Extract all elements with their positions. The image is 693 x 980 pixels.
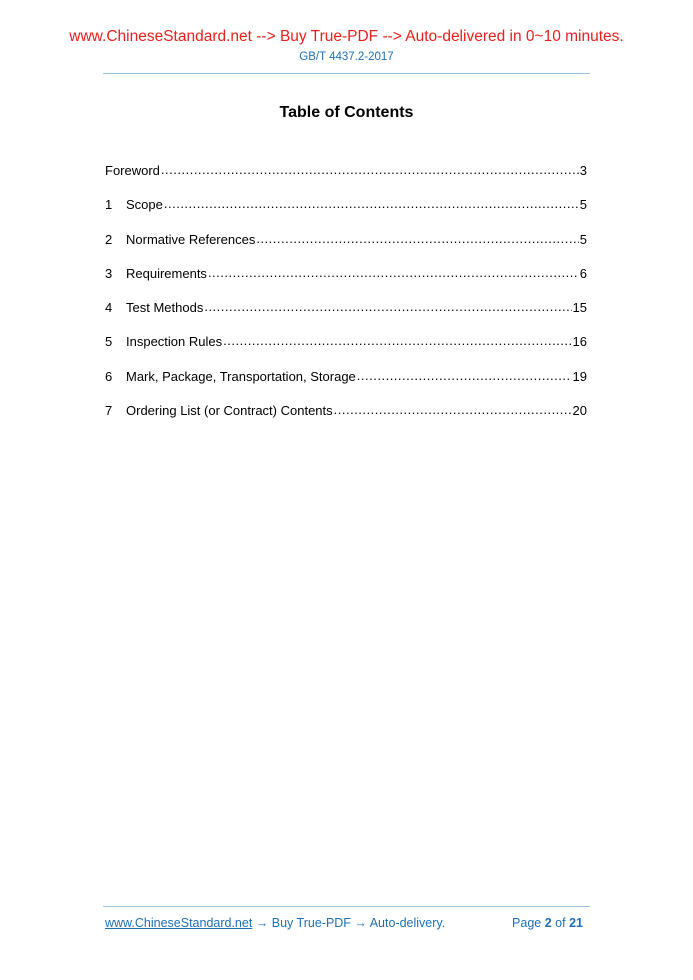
header-divider <box>103 73 590 74</box>
toc-entry-page: 19 <box>572 368 587 384</box>
page-of-label: of <box>555 916 566 930</box>
dot-leader <box>204 299 571 312</box>
toc-entry-label: Normative References <box>126 231 256 247</box>
toc-entry-number: 5 <box>105 334 113 350</box>
toc-entry-number: 4 <box>105 300 113 316</box>
toc-entry-page: 5 <box>579 231 587 247</box>
dot-leader <box>357 368 572 381</box>
toc-entry-label: Inspection Rules <box>126 334 223 350</box>
total-pages-number: 21 <box>569 916 583 930</box>
toc-entry-requirements[interactable] <box>105 265 587 299</box>
footer-divider <box>103 906 590 907</box>
table-of-contents <box>105 162 587 436</box>
footer-tagline: → Buy True-PDF → Auto-delivery. <box>252 916 446 930</box>
dot-leader <box>223 333 571 346</box>
toc-entry-inspection-rules[interactable] <box>105 333 587 367</box>
toc-entry-normative-references[interactable] <box>105 231 587 265</box>
footer-left <box>105 916 445 930</box>
dot-leader <box>164 196 579 209</box>
toc-entry-scope[interactable] <box>105 196 587 230</box>
site-banner: www.ChineseStandard.net --> Buy True-PDF --> Auto-delivered in 0~10 minutes. <box>69 28 624 45</box>
toc-entry-label: Scope <box>126 197 163 213</box>
page-footer <box>105 916 583 930</box>
page-indicator <box>512 916 583 930</box>
current-page-number: 2 <box>544 916 552 930</box>
toc-entry-number: 3 <box>105 265 113 281</box>
toc-entry-number: 7 <box>105 403 113 419</box>
toc-entry-page: 5 <box>579 197 587 213</box>
dot-leader <box>208 265 579 278</box>
toc-entry-label: Mark, Package, Transportation, Storage <box>126 368 356 384</box>
toc-entry-page: 6 <box>579 265 587 281</box>
standard-code: GB/T 4437.2-2017 <box>299 51 394 63</box>
toc-entry-foreword[interactable] <box>105 162 587 196</box>
toc-entry-page: 3 <box>579 163 587 178</box>
toc-title: Table of Contents <box>279 104 414 121</box>
toc-entry-test-methods[interactable] <box>105 299 587 333</box>
toc-entry-number: 1 <box>105 197 113 213</box>
toc-entry-number: 6 <box>105 368 113 384</box>
toc-entry-label: Requirements <box>126 265 207 281</box>
toc-entry-page: 16 <box>572 334 587 350</box>
toc-entry-page: 15 <box>572 300 587 316</box>
dot-leader <box>161 162 579 175</box>
toc-entry-label: Foreword <box>105 163 160 178</box>
page-prefix: Page <box>512 916 542 930</box>
toc-entry-ordering-list[interactable] <box>105 402 587 436</box>
dot-leader <box>256 231 578 244</box>
toc-entry-mark-package[interactable] <box>105 368 587 402</box>
toc-entry-label: Test Methods <box>126 300 204 316</box>
toc-entry-number: 2 <box>105 231 113 247</box>
toc-entry-page: 20 <box>572 403 587 419</box>
toc-entry-label: Ordering List (or Contract) Contents <box>126 403 333 419</box>
dot-leader <box>334 402 572 415</box>
footer-site-link[interactable]: www.ChineseStandard.net <box>105 916 253 930</box>
